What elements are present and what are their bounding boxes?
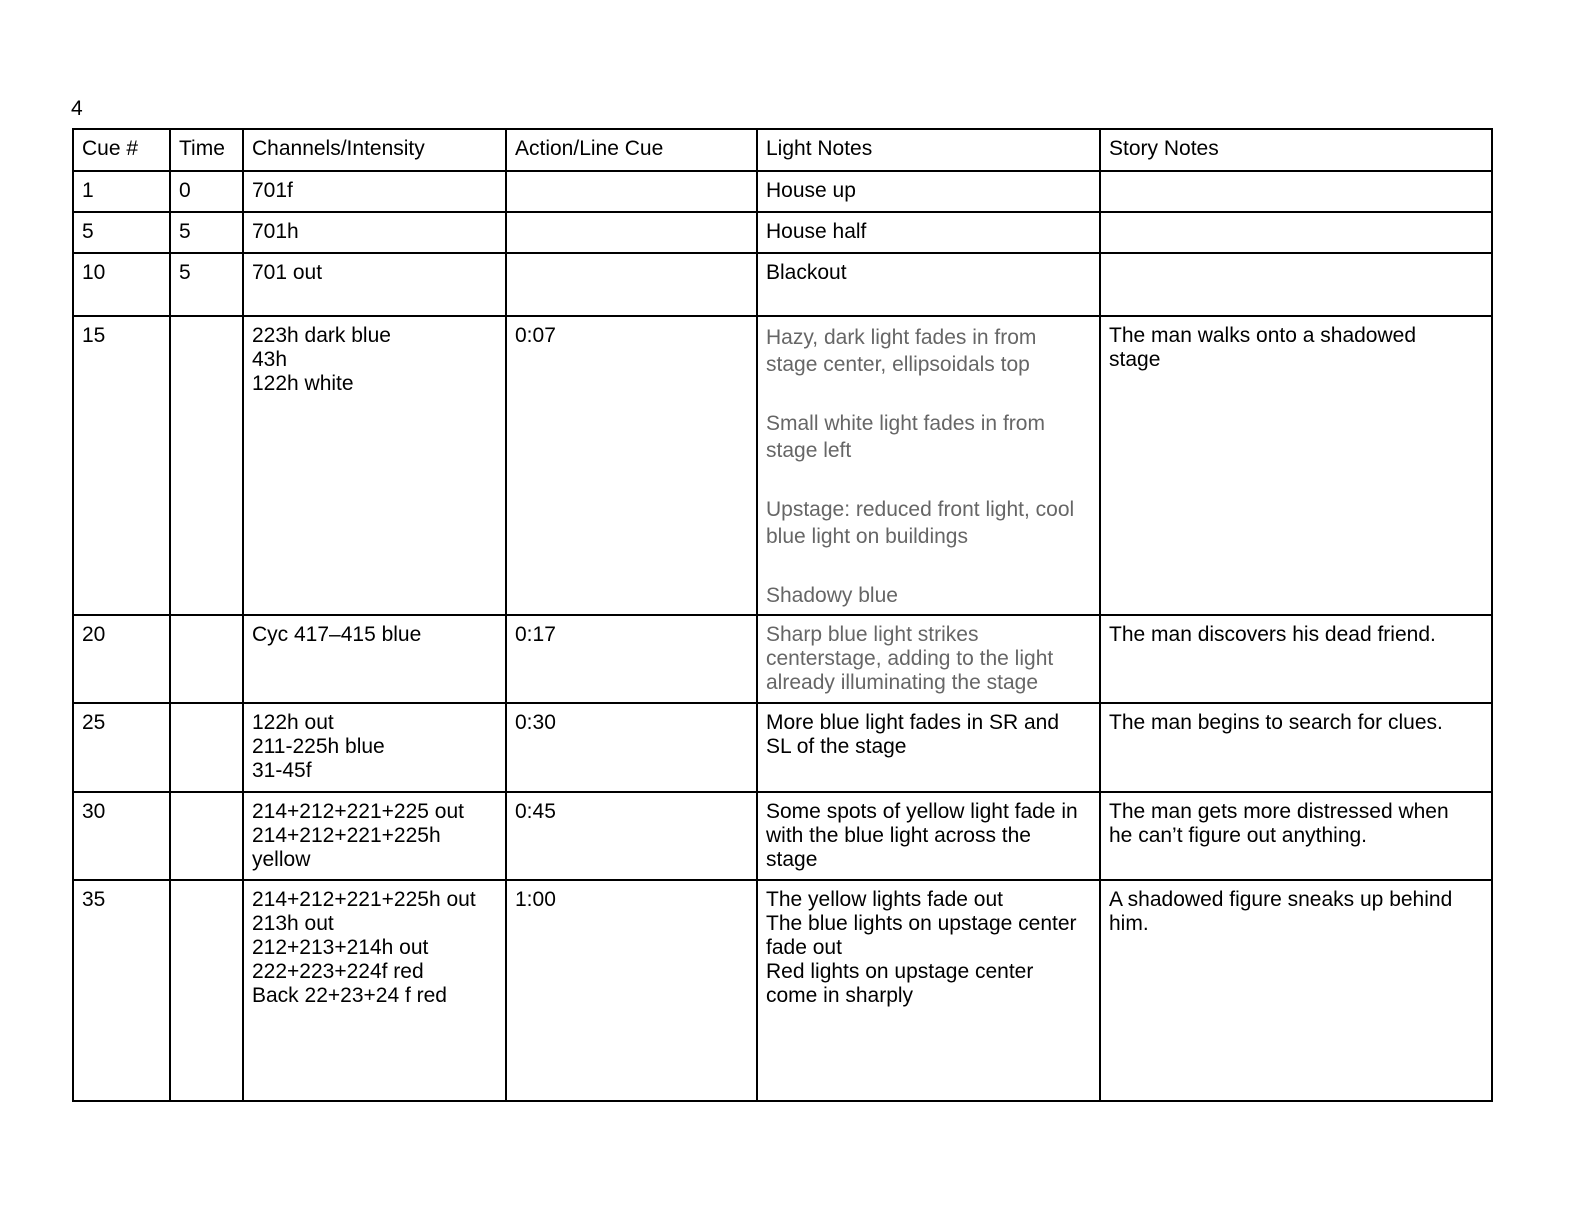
cue-number-cell: 30 [73, 792, 170, 880]
light-note-paragraph: Hazy, dark light fades in from stage center, ellipsoidals top [766, 326, 1037, 376]
action-cell: 0:17 [506, 615, 757, 703]
action-cell: 0:45 [506, 792, 757, 880]
cue-number-cell: 5 [73, 212, 170, 253]
action-cell: 1:00 [506, 880, 757, 1101]
channels-cell: 701f [243, 171, 506, 212]
time-cell: 5 [170, 212, 243, 253]
header-time: Time [170, 129, 243, 171]
light-notes-cell: The yellow lights fade out The blue lights on upstage center fade out Red lights on upstage center come in sharply [757, 880, 1100, 1101]
story-notes-cell: The man gets more distressed when he can’t figure out anything. [1100, 792, 1492, 880]
action-cell [506, 171, 757, 212]
light-note-paragraph: Small white light fades in from stage left [766, 412, 1045, 462]
light-notes-cell: Some spots of yellow light fade in with the blue light across the stage [757, 792, 1100, 880]
time-cell [170, 615, 243, 703]
story-notes-cell [1100, 253, 1492, 316]
header-action-line-cue: Action/Line Cue [506, 129, 757, 171]
time-cell [170, 880, 243, 1101]
table-row [73, 615, 1492, 703]
light-note-paragraph: Shadowy blue [766, 584, 898, 607]
table-row [73, 703, 1492, 792]
light-notes-cell: More blue light fades in SR and SL of the stage [757, 703, 1100, 792]
channels-cell: 122h out 211-225h blue 31-45f [243, 703, 506, 792]
header-light-notes: Light Notes [757, 129, 1100, 171]
light-notes-cell: Blackout [757, 253, 1100, 316]
header-cue-number: Cue # [73, 129, 170, 171]
channels-cell: 214+212+221+225h out 213h out 212+213+214h out 222+223+224f red Back 22+23+24 f red [243, 880, 506, 1101]
header-row [73, 129, 1492, 171]
channels-cell: 223h dark blue 43h 122h white [243, 316, 506, 615]
cue-number-cell: 15 [73, 316, 170, 615]
action-cell: 0:30 [506, 703, 757, 792]
time-cell [170, 703, 243, 792]
table-row [73, 880, 1492, 1101]
channels-cell: Cyc 417–415 blue [243, 615, 506, 703]
cue-number-cell: 25 [73, 703, 170, 792]
light-note-paragraph: Upstage: reduced front light, cool blue light on buildings [766, 498, 1075, 548]
action-cell [506, 212, 757, 253]
table-row [73, 171, 1492, 212]
story-notes-cell: The man walks onto a shadowed stage [1100, 316, 1492, 615]
light-notes-cell: House up [757, 171, 1100, 212]
story-notes-cell: The man begins to search for clues. [1100, 703, 1492, 792]
story-notes-cell: The man discovers his dead friend. [1100, 615, 1492, 703]
cue-number-cell: 20 [73, 615, 170, 703]
page-number: 4 [71, 97, 83, 120]
table-row [73, 212, 1492, 253]
cue-number-cell: 1 [73, 171, 170, 212]
cue-number-cell: 10 [73, 253, 170, 316]
table-row [73, 253, 1492, 316]
time-cell: 5 [170, 253, 243, 316]
light-notes-cell: House half [757, 212, 1100, 253]
cue-sheet-table [72, 128, 1493, 1102]
story-notes-cell [1100, 212, 1492, 253]
action-cell [506, 253, 757, 316]
table-row [73, 792, 1492, 880]
story-notes-cell [1100, 171, 1492, 212]
cue-number-cell: 35 [73, 880, 170, 1101]
time-cell [170, 792, 243, 880]
time-cell [170, 316, 243, 615]
light-notes-cell [757, 316, 1100, 615]
action-cell: 0:07 [506, 316, 757, 615]
channels-cell: 701 out [243, 253, 506, 316]
table-row [73, 316, 1492, 615]
header-channels-intensity: Channels/Intensity [243, 129, 506, 171]
channels-cell: 214+212+221+225 out 214+212+221+225h yellow [243, 792, 506, 880]
header-story-notes: Story Notes [1100, 129, 1492, 171]
time-cell: 0 [170, 171, 243, 212]
story-notes-cell: A shadowed figure sneaks up behind him. [1100, 880, 1492, 1101]
channels-cell: 701h [243, 212, 506, 253]
light-notes-cell: Sharp blue light strikes centerstage, adding to the light already illuminating the stage [757, 615, 1100, 703]
